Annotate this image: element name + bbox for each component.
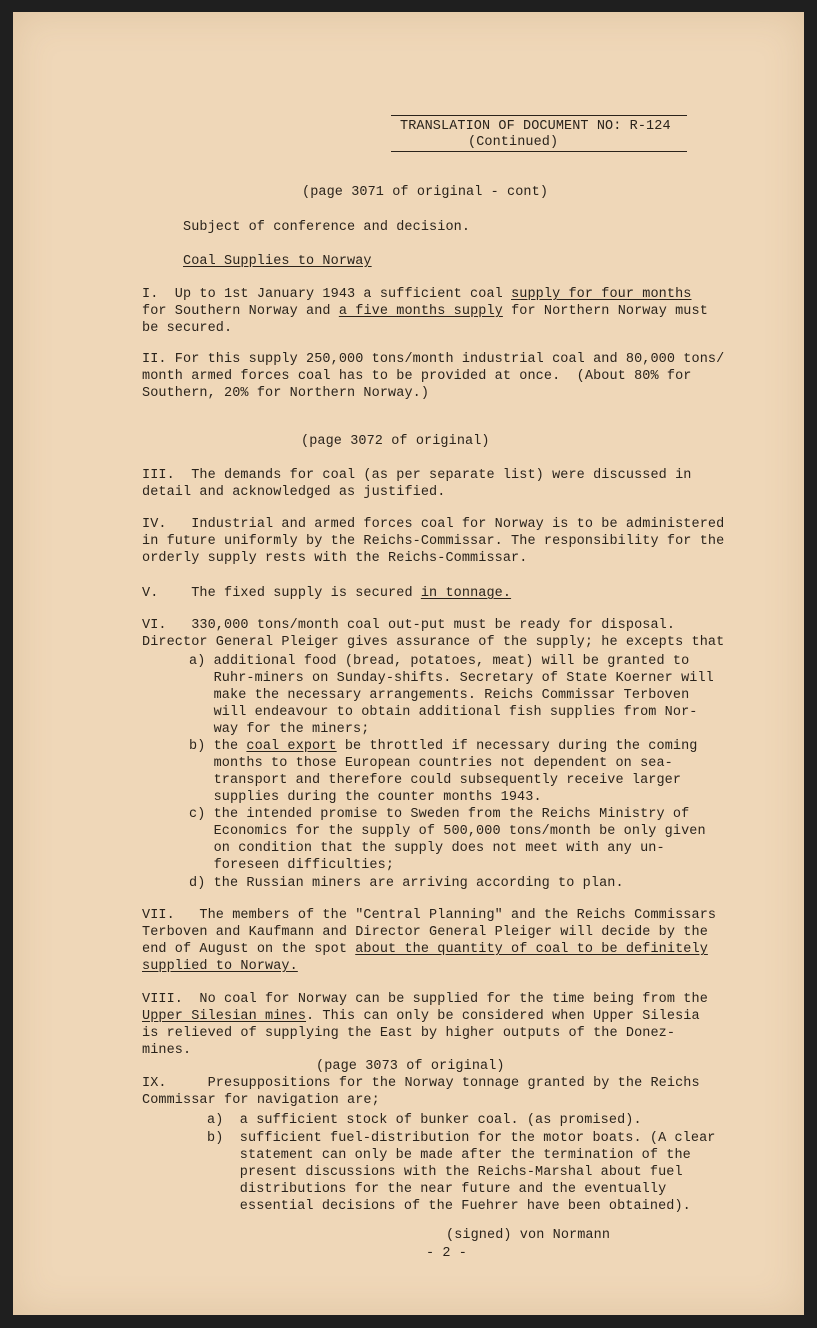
document-page bbox=[13, 12, 804, 1315]
section-vi-item-a-5: way for the miners; bbox=[189, 722, 370, 737]
section-iv-line-3: orderly supply rests with the Reichs-Commissar. bbox=[142, 551, 528, 566]
header-bottom-rule bbox=[391, 151, 687, 152]
section-vii-line-1: VII. The members of the "Central Planning" and the Reichs Commissars bbox=[142, 908, 717, 923]
page-reference: (page 3072 of original) bbox=[301, 434, 490, 449]
section-vi-item-c-1: c) the intended promise to Sweden from the Reichs Ministry of bbox=[189, 807, 690, 822]
section-vi-item-a-2: Ruhr-miners on Sunday-shifts. Secretary of State Koerner will bbox=[189, 671, 714, 686]
subject-line: Subject of conference and decision. bbox=[183, 220, 471, 235]
section-ii-line-2: month armed forces coal has to be provided at once. (About 80% for bbox=[142, 369, 692, 384]
section-viii-line-4: mines. bbox=[142, 1043, 192, 1058]
section-vi-item-a-1: a) additional food (bread, potatoes, meat) will be granted to bbox=[189, 654, 690, 669]
section-vi-item-c-4: foreseen difficulties; bbox=[189, 858, 395, 873]
section-heading: Coal Supplies to Norway bbox=[183, 254, 372, 269]
section-vi-item-b-3: transport and therefore could subsequently receive larger bbox=[189, 773, 682, 788]
section-iii-line-1: III. The demands for coal (as per separate list) were discussed in bbox=[142, 468, 692, 483]
signature: (signed) von Normann bbox=[446, 1228, 611, 1243]
page-reference: (page 3073 of original) bbox=[316, 1059, 505, 1074]
section-ii-line-1: II. For this supply 250,000 tons/month industrial coal and 80,000 tons/ bbox=[142, 352, 725, 367]
section-ii-line-3: Southern, 20% for Northern Norway.) bbox=[142, 386, 430, 401]
page-number: - 2 - bbox=[426, 1246, 468, 1261]
header-top-rule bbox=[391, 115, 687, 116]
section-vii-line-2: Terboven and Kaufmann and Director General Pleiger will decide by the bbox=[142, 925, 708, 940]
section-vi-item-a-3: make the necessary arrangements. Reichs Commissar Terboven bbox=[189, 688, 690, 703]
section-vi-item-b-4: supplies during the counter months 1943. bbox=[189, 790, 542, 805]
section-ix-item-b-5: essential decisions of the Fuehrer have been obtained). bbox=[207, 1199, 691, 1214]
section-ix-item-a: a) a sufficient stock of bunker coal. (as promised). bbox=[207, 1113, 642, 1128]
section-ix-item-b-2: statement can only be made after the termination of the bbox=[207, 1148, 691, 1163]
section-vii-line-3: end of August on the spot about the quantity of coal to be definitely bbox=[142, 942, 708, 957]
section-viii-line-1: VIII. No coal for Norway can be supplied for the time being from the bbox=[142, 992, 708, 1007]
section-ix-item-b-4: distributions for the near future and the eventually bbox=[207, 1182, 667, 1197]
section-i-line-1: I. Up to 1st January 1943 a sufficient coal supply for four months bbox=[142, 287, 692, 302]
section-vi-item-b-2: months to those European countries not dependent on sea- bbox=[189, 756, 673, 771]
section-i-line-3: be secured. bbox=[142, 321, 233, 336]
section-vi-item-c-3: on condition that the supply does not meet with any un- bbox=[189, 841, 665, 856]
section-viii-line-2: Upper Silesian mines. This can only be considered when Upper Silesia bbox=[142, 1009, 700, 1024]
document-subtitle: (Continued) bbox=[468, 135, 559, 150]
section-vi-line-2: Director General Pleiger gives assurance of the supply; he excepts that bbox=[142, 635, 725, 650]
section-vi-item-b-1: b) the coal export be throttled if necessary during the coming bbox=[189, 739, 698, 754]
section-viii-line-3: is relieved of supplying the East by higher outputs of the Donez- bbox=[142, 1026, 676, 1041]
section-v-line-1: V. The fixed supply is secured in tonnage. bbox=[142, 586, 512, 601]
section-ix-item-b-3: present discussions with the Reichs-Marshal about fuel bbox=[207, 1165, 683, 1180]
section-ix-line-2: Commissar for navigation are; bbox=[142, 1093, 380, 1108]
section-ix-line-1: IX. Presuppositions for the Norway tonnage granted by the Reichs bbox=[142, 1076, 700, 1091]
section-ix-item-b-1: b) sufficient fuel-distribution for the motor boats. (A clear bbox=[207, 1131, 716, 1146]
section-vii-line-4: supplied to Norway. bbox=[142, 959, 298, 974]
section-iv-line-2: in future uniformly by the Reichs-Commissar. The responsibility for the bbox=[142, 534, 725, 549]
section-vi-item-d-1: d) the Russian miners are arriving according to plan. bbox=[189, 876, 624, 891]
page-reference: (page 3071 of original - cont) bbox=[302, 185, 549, 200]
section-iv-line-1: IV. Industrial and armed forces coal for Norway is to be administered bbox=[142, 517, 725, 532]
section-vi-item-c-2: Economics for the supply of 500,000 tons/month be only given bbox=[189, 824, 706, 839]
section-vi-line-1: VI. 330,000 tons/month coal out-put must be ready for disposal. bbox=[142, 618, 676, 633]
document-title: TRANSLATION OF DOCUMENT NO: R-124 bbox=[400, 119, 671, 134]
section-i-line-2: for Southern Norway and a five months supply for Northern Norway must bbox=[142, 304, 708, 319]
section-vi-item-a-4: will endeavour to obtain additional fish supplies from Nor- bbox=[189, 705, 698, 720]
section-iii-line-2: detail and acknowledged as justified. bbox=[142, 485, 446, 500]
